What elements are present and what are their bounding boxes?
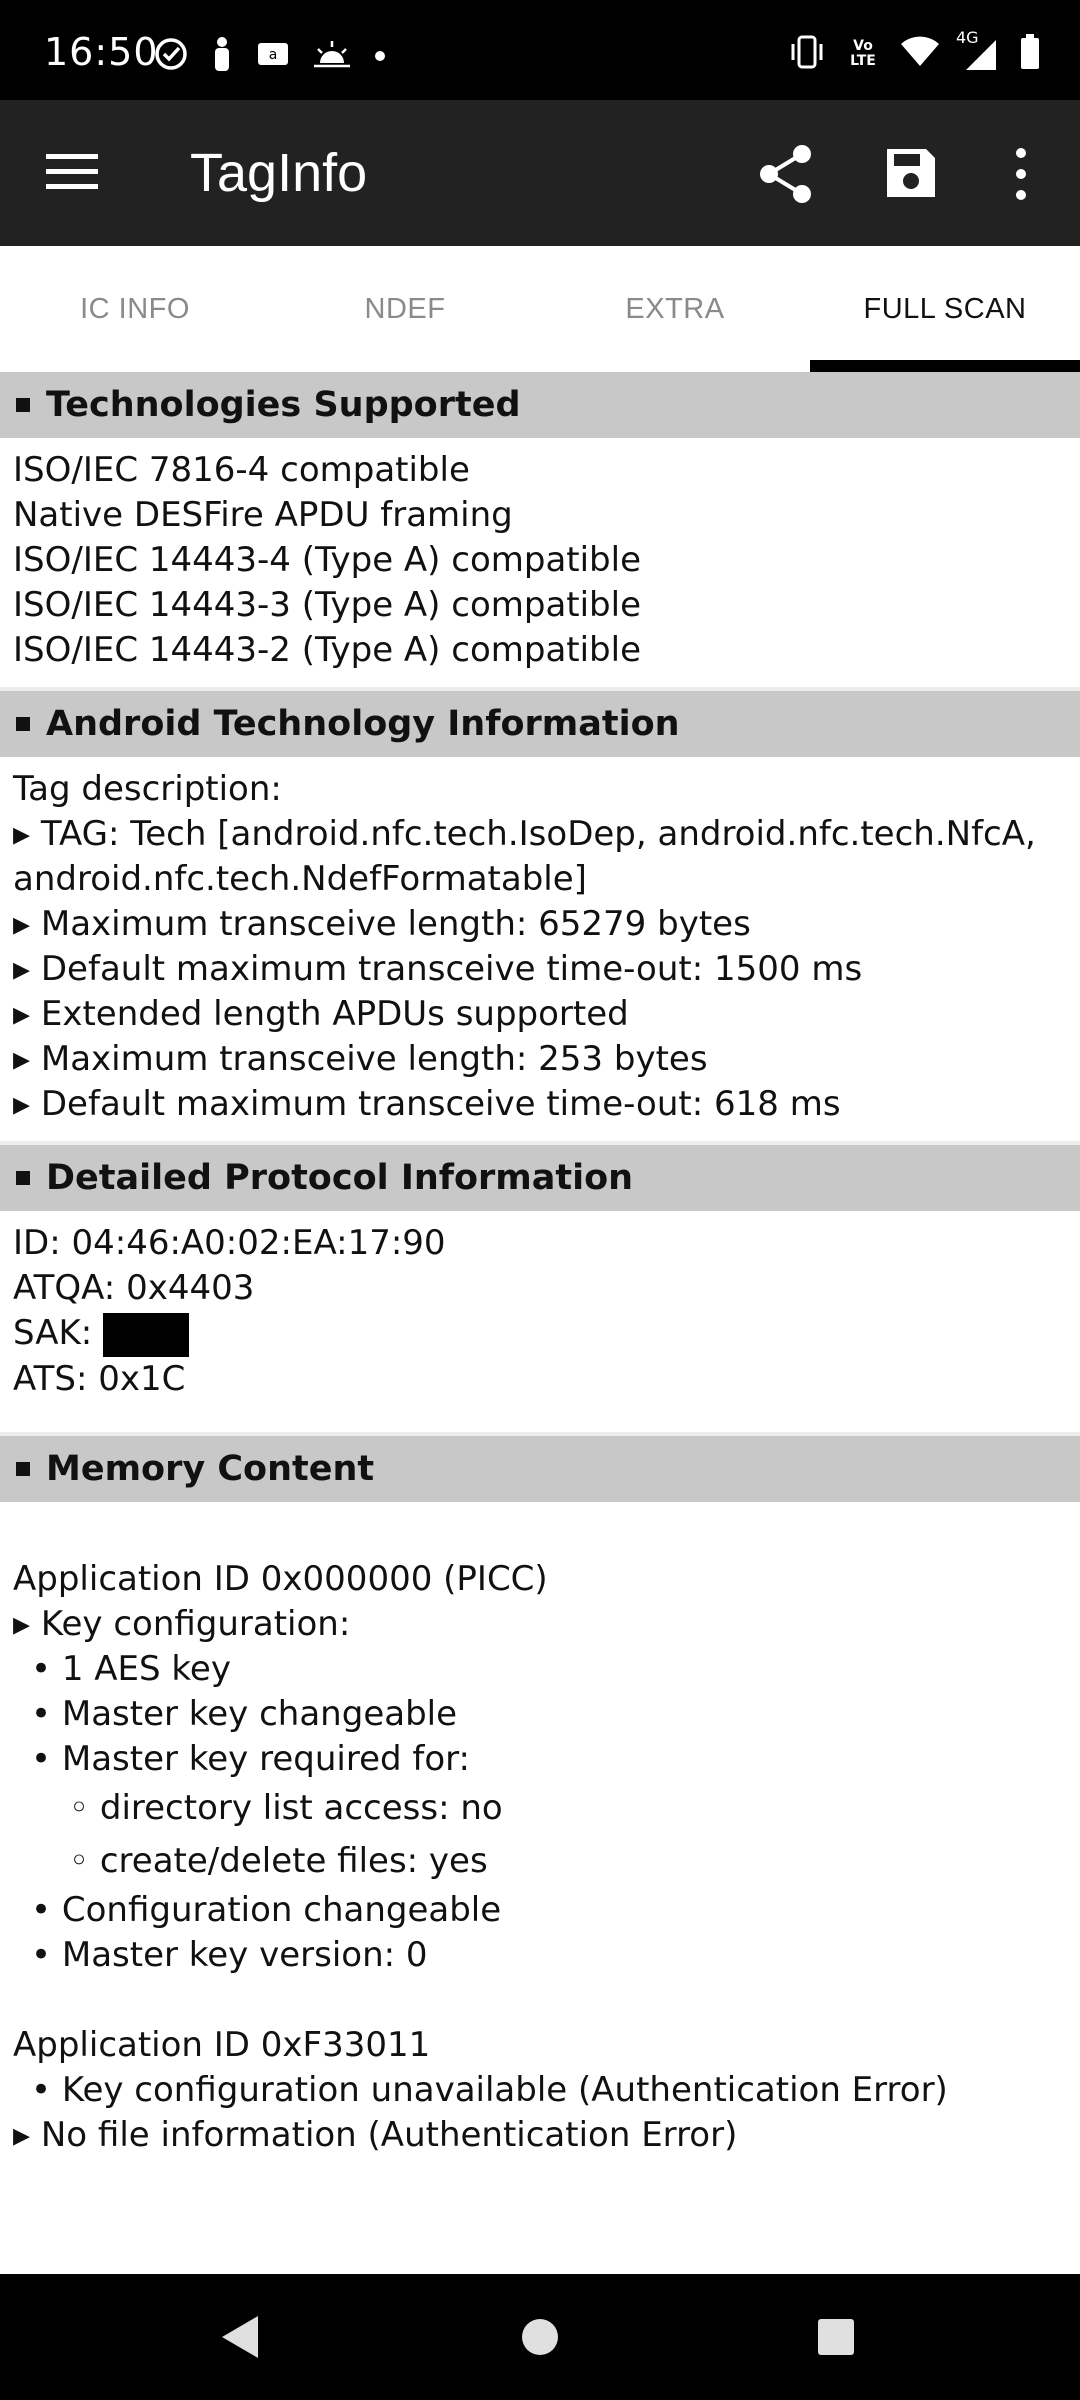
tag-id: ID: 04:46:A0:02:EA:17:90	[13, 1223, 446, 1263]
app-title: TagInfo	[190, 143, 368, 203]
battery-icon	[1020, 34, 1040, 74]
more-options-icon[interactable]	[1008, 146, 1034, 202]
list-item: ▸ Key configuration:	[13, 1603, 351, 1644]
list-item: • Key configuration unavailable (Authentication Error)	[31, 2069, 948, 2110]
status-time: 16:50	[44, 30, 159, 74]
tag-sak	[13, 1311, 1067, 1357]
section-title: Detailed Protocol Information	[46, 1158, 634, 1198]
list-item: ▸ Default maximum transceive time-out: 1500 ms	[13, 949, 863, 989]
list-item: ISO/IEC 7816-4 compatible	[13, 450, 470, 490]
check-circle-icon	[154, 37, 188, 75]
tab-ndef[interactable]: NDEF	[364, 292, 446, 325]
scan-content	[0, 372, 1080, 2172]
dot-icon	[374, 47, 386, 66]
list-item: ISO/IEC 14443-2 (Type A) compatible	[13, 630, 642, 670]
list-item: • Configuration changeable	[31, 1889, 502, 1930]
technologies-list	[0, 438, 1080, 687]
list-item: ▸ Default maximum transceive time-out: 618 ms	[13, 1084, 841, 1124]
section-bullet-icon	[16, 1462, 30, 1476]
save-icon[interactable]	[884, 146, 938, 200]
section-title: Technologies Supported	[46, 385, 521, 425]
list-item: ISO/IEC 14443-4 (Type A) compatible	[13, 540, 642, 580]
navigation-bar	[0, 2274, 1080, 2400]
section-header-protocol	[0, 1145, 1080, 1211]
menu-icon[interactable]	[46, 150, 98, 194]
memory-content-list	[0, 1502, 1080, 2172]
tab-full-scan[interactable]: FULL SCAN	[810, 246, 1080, 372]
app-bar	[0, 100, 1080, 246]
tag-ats: ATS: 0x1C	[13, 1358, 186, 1399]
network-label: 4G	[956, 28, 979, 47]
amazon-icon	[256, 39, 290, 73]
section-title: Android Technology Information	[46, 704, 680, 744]
list-item: ▸ Maximum transceive length: 253 bytes	[13, 1039, 708, 1079]
list-item: ◦ directory list access: no	[69, 1787, 503, 1828]
share-icon[interactable]	[758, 144, 814, 204]
volte-label: Vo LTE	[850, 38, 876, 69]
svg-text:a: a	[268, 47, 278, 63]
android-info-list	[0, 757, 1080, 1141]
back-icon[interactable]	[220, 2314, 260, 2364]
list-item: Tag description:	[13, 769, 282, 809]
list-item: ▸ No file information (Authentication Error)	[13, 2114, 738, 2155]
section-header-technologies	[0, 372, 1080, 438]
application-header: Application ID 0xF33011	[13, 2024, 431, 2065]
list-item: ▸ TAG: Tech [android.nfc.tech.IsoDep, android.nfc.tech.NfcA,	[13, 814, 1036, 854]
list-item: ▸ Extended length APDUs supported	[13, 994, 629, 1034]
volte-icon	[846, 39, 880, 69]
list-item: • Master key version: 0	[31, 1934, 428, 1975]
tab-bar	[0, 246, 1080, 372]
list-item: • Master key changeable	[31, 1693, 458, 1734]
section-bullet-icon	[16, 1171, 30, 1185]
tag-atqa: ATQA: 0x4403	[13, 1268, 255, 1308]
sak-label: SAK:	[13, 1313, 93, 1353]
home-icon[interactable]	[520, 2314, 560, 2364]
section-header-android	[0, 691, 1080, 757]
redacted-value	[103, 1313, 189, 1357]
list-item: android.nfc.tech.NdefFormatable]	[13, 859, 587, 899]
tab-extra[interactable]: EXTRA	[625, 292, 725, 325]
section-bullet-icon	[16, 398, 30, 412]
section-header-memory	[0, 1436, 1080, 1502]
sunrise-icon	[312, 39, 352, 73]
wifi-icon	[900, 36, 940, 72]
recents-icon[interactable]	[816, 2314, 856, 2364]
list-item: Native DESFire APDU framing	[13, 495, 513, 535]
list-item: ▸ Maximum transceive length: 65279 bytes	[13, 904, 751, 944]
section-bullet-icon	[16, 717, 30, 731]
protocol-info-list	[0, 1211, 1080, 1432]
list-item: • 1 AES key	[31, 1648, 231, 1689]
signal-4g-icon	[956, 28, 1000, 72]
list-item: • Master key required for:	[31, 1738, 470, 1779]
status-bar	[0, 0, 1080, 100]
vibrate-icon	[788, 35, 826, 73]
list-item: ISO/IEC 14443-3 (Type A) compatible	[13, 585, 642, 625]
section-title: Memory Content	[46, 1448, 375, 1489]
person-icon	[210, 36, 234, 76]
application-header: Application ID 0x000000 (PICC)	[13, 1558, 548, 1599]
list-item: ◦ create/delete files: yes	[69, 1840, 488, 1881]
tab-ic-info[interactable]: IC INFO	[80, 292, 190, 325]
